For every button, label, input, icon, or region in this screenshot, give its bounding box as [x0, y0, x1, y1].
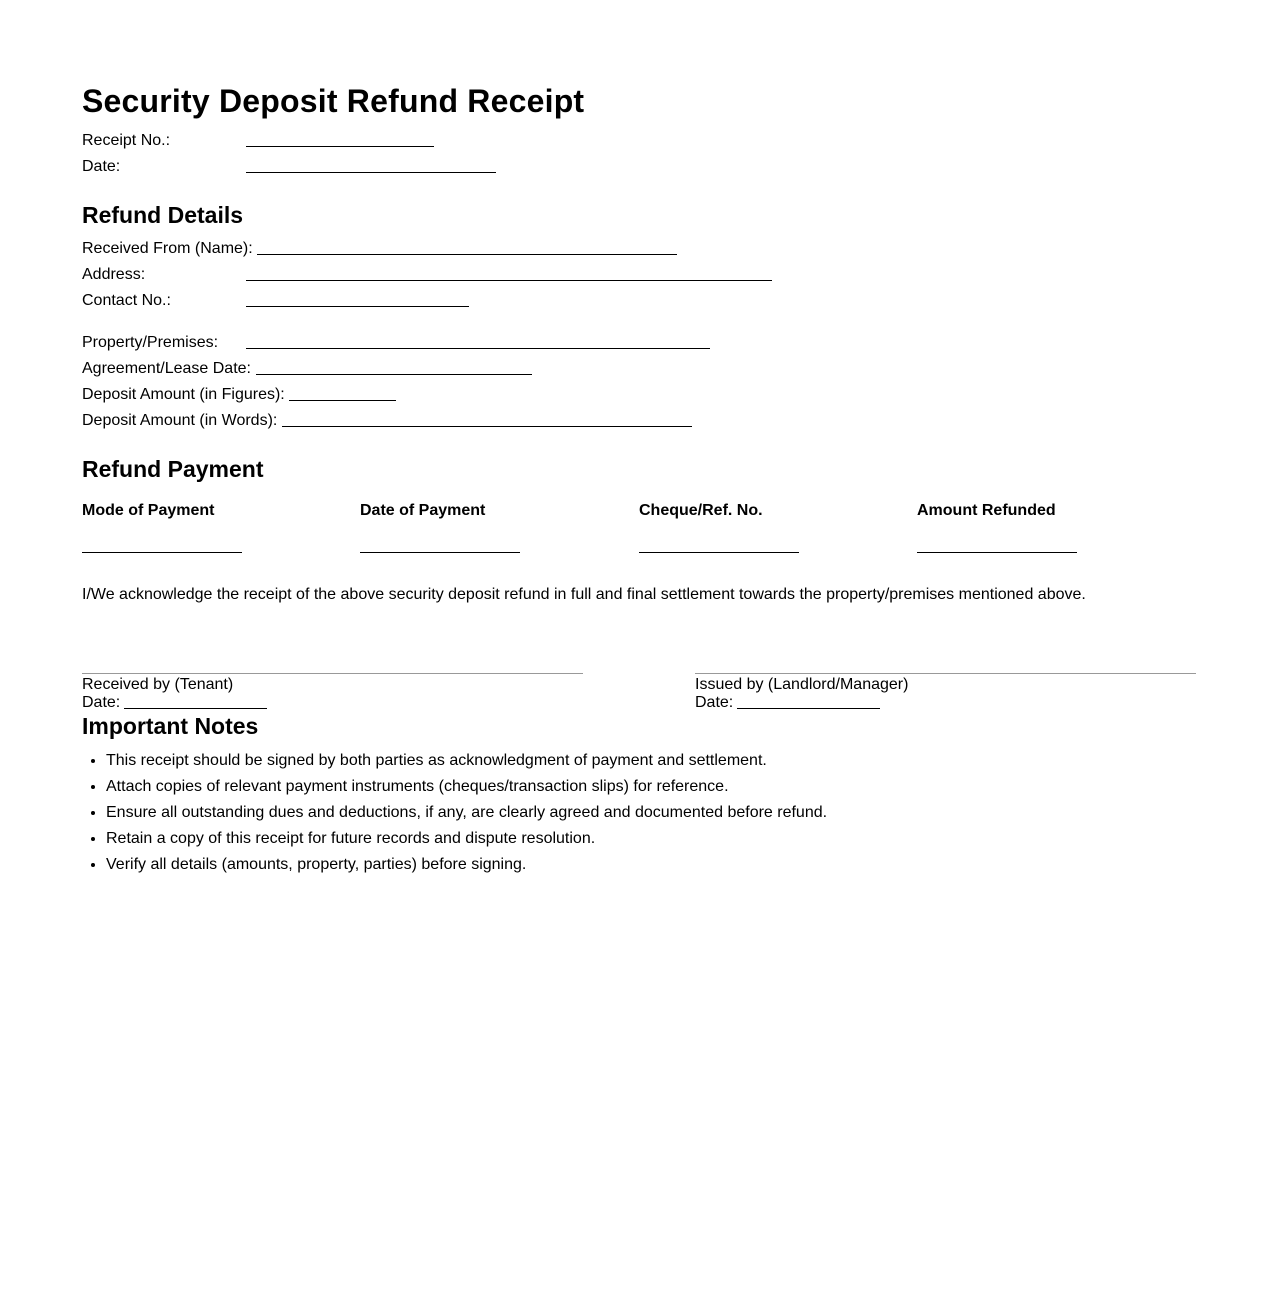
contact-no-label: Contact No.: [82, 292, 171, 309]
mode-of-payment-header: Mode of Payment [82, 502, 215, 519]
deposit-figures-line[interactable] [289, 400, 396, 401]
tenant-date-label: Date: [82, 694, 121, 711]
list-item: • This receipt should be signed by both parties as acknowledgment of payment and settlement. [106, 748, 827, 774]
mode-of-payment-line[interactable] [82, 552, 242, 553]
address-label: Address: [82, 266, 146, 283]
deposit-figures-label: Deposit Amount (in Figures): [82, 386, 285, 403]
address-line[interactable] [246, 280, 772, 281]
tenant-signature-line[interactable] [82, 673, 583, 674]
date-of-payment-header: Date of Payment [360, 502, 486, 519]
amount-refunded-line[interactable] [917, 552, 1077, 553]
page-title: Security Deposit Refund Receipt [82, 83, 585, 119]
agreement-date-label: Agreement/Lease Date: [82, 360, 251, 377]
receipt-no-label: Receipt No.: [82, 132, 171, 149]
list-item: • Retain a copy of this receipt for future records and dispute resolution. [106, 826, 827, 852]
tenant-date-line[interactable] [124, 708, 267, 709]
receipt-no-line[interactable] [246, 146, 434, 147]
landlord-signature-line[interactable] [695, 673, 1196, 674]
list-item: • Attach copies of relevant payment instruments (cheques/transaction slips) for reference. [106, 774, 827, 800]
contact-no-line[interactable] [246, 306, 469, 307]
deposit-words-line[interactable] [282, 426, 692, 427]
refund-details-heading: Refund Details [82, 202, 244, 228]
landlord-date-field [695, 694, 733, 712]
important-notes-heading: Important Notes [82, 713, 259, 739]
list-item: • Verify all details (amounts, property, parties) before signing. [106, 852, 827, 878]
list-item: • Ensure all outstanding dues and deductions, if any, are clearly agreed and documented before refund. [106, 800, 827, 826]
received-from-label: Received From (Name): [82, 240, 253, 257]
tenant-date-field [82, 694, 120, 712]
important-notes-list [82, 748, 827, 878]
tenant-role-label: Received by (Tenant) [82, 676, 234, 693]
date-line[interactable] [246, 172, 496, 173]
landlord-date-label: Date: [695, 694, 734, 711]
amount-refunded-header: Amount Refunded [917, 502, 1056, 519]
property-line[interactable] [246, 348, 710, 349]
date-of-payment-line[interactable] [360, 552, 520, 553]
deposit-words-label: Deposit Amount (in Words): [82, 412, 278, 429]
acknowledgement-text: I/We acknowledge the receipt of the above security deposit refund in full and final settlement towards the property/premises mentioned above. [82, 586, 1086, 603]
agreement-date-line[interactable] [256, 374, 532, 375]
landlord-role-label: Issued by (Landlord/Manager) [695, 676, 909, 693]
cheque-ref-line[interactable] [639, 552, 799, 553]
refund-payment-heading: Refund Payment [82, 456, 264, 482]
cheque-ref-header: Cheque/Ref. No. [639, 502, 763, 519]
property-label: Property/Premises: [82, 334, 219, 351]
date-label: Date: [82, 158, 121, 175]
landlord-date-line[interactable] [737, 708, 880, 709]
received-from-line[interactable] [257, 254, 677, 255]
